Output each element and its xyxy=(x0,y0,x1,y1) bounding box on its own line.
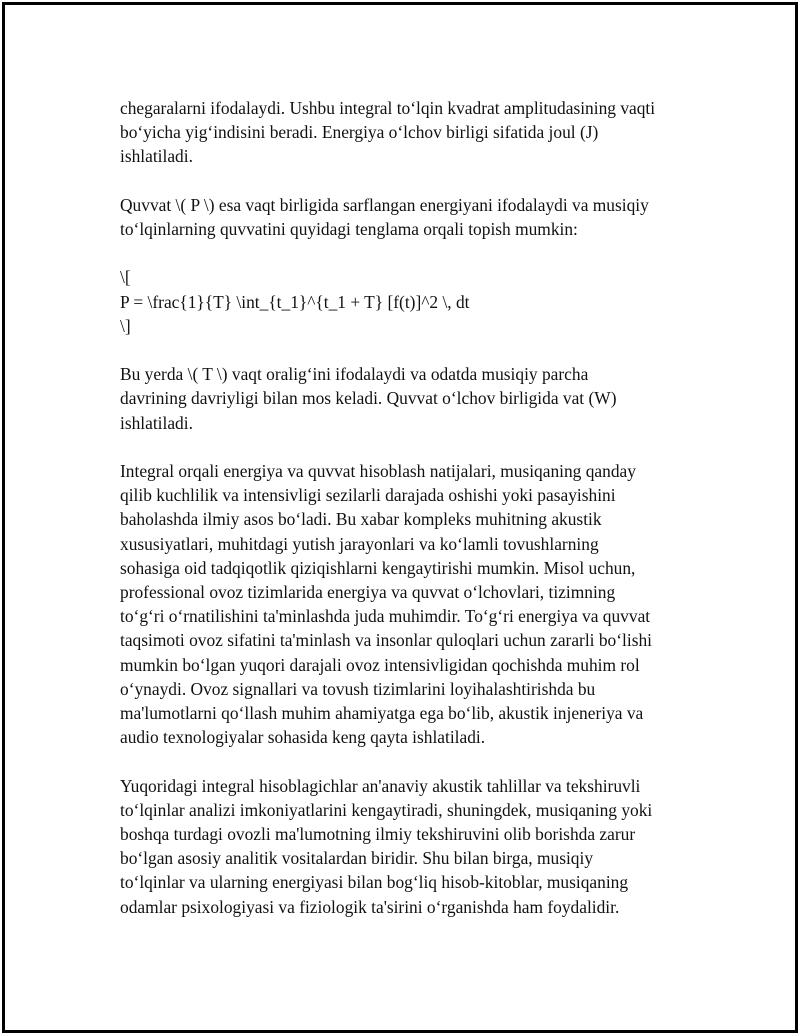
document-body xyxy=(120,96,700,943)
equation-close-delimiter: \] xyxy=(120,315,131,336)
text-line: davrining davriyligi bilan mos keladi. Quvvat o‘lchov birligida vat (W) xyxy=(120,388,617,409)
text-line: taqsimoti ovoz sifatini ta'minlash va insonlar quloqlari uchun zararli bo‘lishi xyxy=(120,630,652,651)
text-line: chegaralarni ifodalaydi. Ushbu integral to‘lqin kvadrat amplitudasining vaqti xyxy=(120,98,656,118)
text-line: Integral orqali energiya va quvvat hisoblash natijalari, musiqaning qanday xyxy=(120,460,636,481)
paragraph-power-intro xyxy=(120,193,700,241)
text-line: to‘lqinlar analizi imkoniyatlarini kengaytiradi, shuningdek, musiqaning yoki xyxy=(120,799,653,820)
text-line: Bu yerda \( T \) vaqt oralig‘ini ifodalaydi va odatda musiqiy parcha xyxy=(120,364,589,385)
text-line: mumkin bo‘lgan yuqori darajali ovoz intensivligidan qochishda muhim rol xyxy=(120,654,640,675)
power-equation: P = \frac{1}{T} \int_{t_1}^{t_1 + T} [f(t)]^2 \, dt xyxy=(120,291,470,312)
text-line: odamlar psixologiyasi va fiziologik ta'sirini o‘rganishda ham foydalidir. xyxy=(120,896,620,917)
text-line: Quvvat \( P \) esa vaqt birligida sarflangan energiyani ifodalaydi va musiqiy xyxy=(120,194,649,215)
text-line: qilib kuchlilik va intensivligi sezilarli darajada oshishi yoki pasayishini xyxy=(120,485,616,506)
text-line: sohasiga oid tadqiqotlik qiziqishlarni kengaytirishi mumkin. Misol uchun, xyxy=(120,557,636,578)
text-line: professional ovoz tizimlarida energiya va quvvat o‘lchovlari, tizimning xyxy=(120,582,616,602)
text-line: boshqa turdagi ovozli ma'lumotning ilmiy tekshiruvini olib borishda zarur xyxy=(120,824,636,845)
text-line: bo‘yicha yig‘indisini beradi. Energiya o‘lchov birligi sifatida joul (J) xyxy=(120,122,599,143)
text-line: ma'lumotlarni qo‘llash muhim ahamiyatga ega bo‘lib, akustik injeneriya va xyxy=(120,703,644,724)
text-line: bo‘lgan asosiy analitik vositalardan biridir. Shu bilan birga, musiqiy xyxy=(120,848,594,869)
text-line: audio texnologiyalar sohasida keng qayta ishlatiladi. xyxy=(120,727,486,748)
text-line: o‘ynaydi. Ovoz signallari va tovush tizimlarini loyihalashtirishda bu xyxy=(120,678,596,699)
page-frame xyxy=(2,2,798,1033)
paragraph-conclusion xyxy=(120,774,700,919)
equation-open-delimiter: \[ xyxy=(120,267,131,288)
text-line: ishlatiladi. xyxy=(120,412,193,433)
text-line: to‘lqinlar va ularning energiyasi bilan bog‘liq hisob-kitoblar, musiqaning xyxy=(120,872,629,893)
text-line: baholashda ilmiy asos bo‘ladi. Bu xabar kompleks muhitning akustik xyxy=(120,509,602,530)
paragraph-integral-results xyxy=(120,459,700,749)
paragraph-energy-units xyxy=(120,96,700,169)
text-line: ishlatiladi. xyxy=(120,146,193,167)
equation-block xyxy=(120,265,700,338)
text-line: Yuqoridagi integral hisoblagichlar an'anaviy akustik tahlillar va tekshiruvli xyxy=(120,775,641,796)
text-line: to‘g‘ri o‘rnatilishini ta'minlashda juda muhimdir. To‘g‘ri energiya va quvvat xyxy=(120,606,651,627)
text-line: to‘lqinlarning quvvatini quyidagi tenglama orqali topish mumkin: xyxy=(120,219,578,239)
paragraph-period-explanation xyxy=(120,362,700,435)
text-line: xususiyatlari, muhitdagi yutish jarayonlari va ko‘lamli tovushlarning xyxy=(120,533,599,554)
